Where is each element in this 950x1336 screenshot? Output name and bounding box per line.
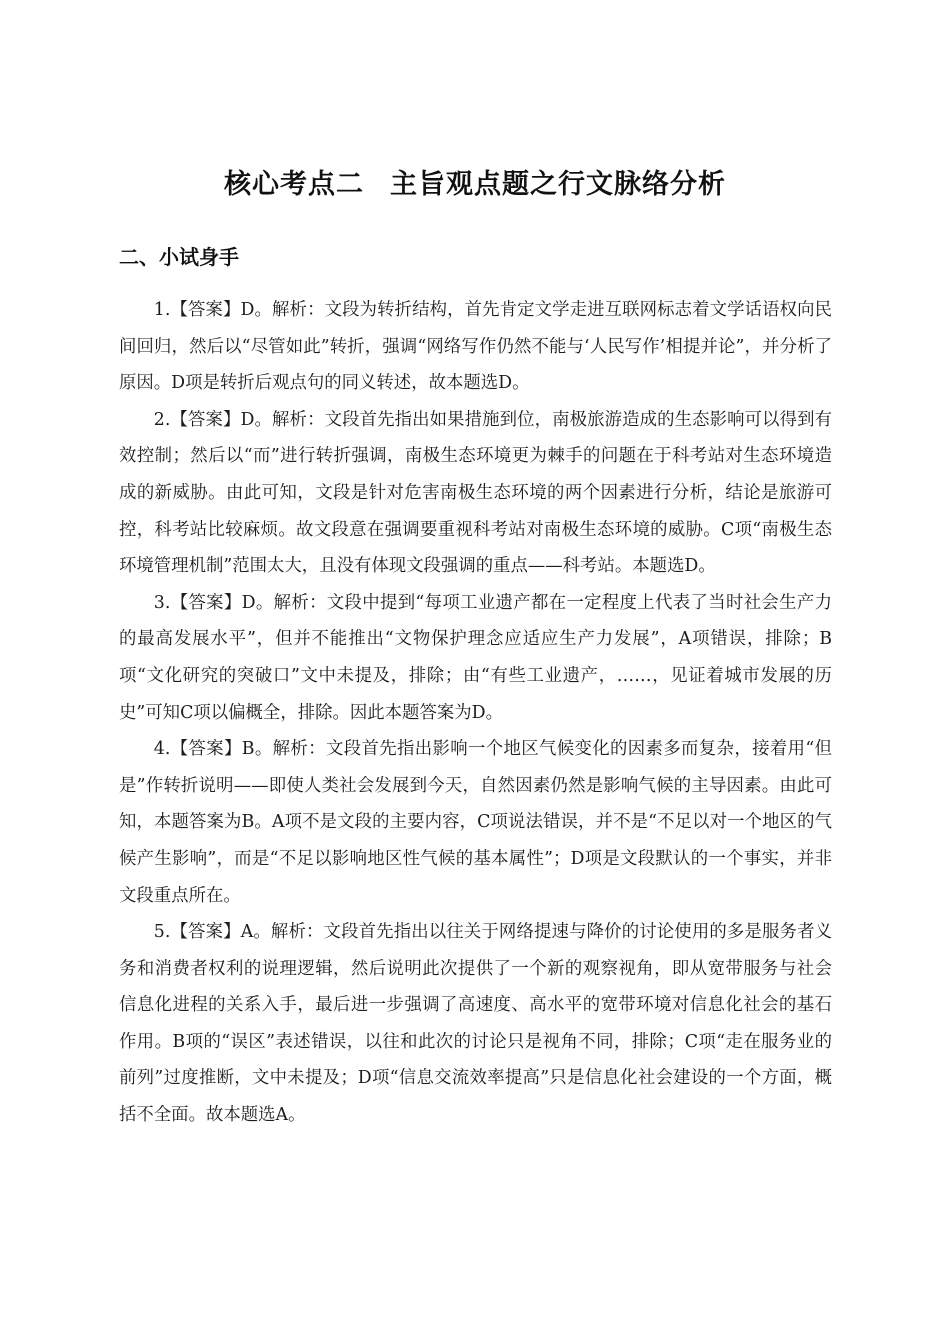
answer-paragraph-4: 4.【答案】B。解析：文段首先指出影响一个地区气候变化的因素多而复杂，接着用“但是”作转折说明——即使人类社会发展到今天，自然因素仍然是影响气候的主导因素。由此可知，本题答案为B。A项不是文段的主要内容，C项说法错误，并不是“不足以对一个地区的气候产生影响”，而是“不足以影响地区性气候的基本属性”；D项是文段默认的一个事实，并非文段重点所在。 bbox=[119, 739, 832, 906]
answer-list bbox=[119, 292, 832, 1134]
answer-paragraph-5: 5.【答案】A。解析：文段首先指出以往关于网络提速与降价的讨论使用的多是服务者义务和消费者权利的说理逻辑，然后说明此次提供了一个新的观察视角，即从宽带服务与社会信息化进程的关系入手，最后进一步强调了高速度、高水平的宽带环境对信息化社会的基石作用。B项的“误区”表述错误，以往和此次的讨论只是视角不同，排除；C项“走在服务业的前列”过度推断，文中未提及；D项“信息交流效率提高”只是信息化社会建设的一个方面，概括不全面。故本题选A。 bbox=[119, 922, 832, 1126]
answer-paragraph-3: 3.【答案】D。解析：文段中提到“每项工业遗产都在一定程度上代表了当时社会生产力的最高发展水平”，但并不能推出“文物保护理念应适应生产力发展”，A项错误，排除；B项“文化研究的突破口”文中未提及，排除；由“有些工业遗产，……，见证着城市发展的历史”可知C项以偏概全，排除。因此本题答案为D。 bbox=[119, 592, 832, 723]
page-title bbox=[0, 162, 950, 201]
answer-paragraph-1: 1.【答案】D。解析：文段为转折结构，首先肯定文学走进互联网标志着文学话语权向民间回归，然后以“尽管如此”转折，强调“网络写作仍然不能与‘人民写作’相提并论”，并分析了原因。D项是转折后观点句的同义转述，故本题选D。 bbox=[119, 300, 832, 394]
answer-paragraph-2: 2.【答案】D。解析：文段首先指出如果措施到位，南极旅游造成的生态影响可以得到有效控制；然后以“而”进行转折强调，南极生态环境更为棘手的问题在于科考站对生态环境造成的新威胁。由此可知，文段是针对危害南极生态环境的两个因素进行分析，结论是旅游可控，科考站比较麻烦。故文段意在强调要重视科考站对南极生态环境的威胁。C项“南极生态环境管理机制”范围太大，且没有体现文段强调的重点——科考站。本题选D。 bbox=[119, 409, 832, 577]
title-part-1: 核心考点二 bbox=[224, 169, 364, 200]
section-heading: 二、小试身手 bbox=[119, 245, 239, 269]
title-part-2: 主旨观点题之行文脉络分析 bbox=[390, 169, 726, 200]
